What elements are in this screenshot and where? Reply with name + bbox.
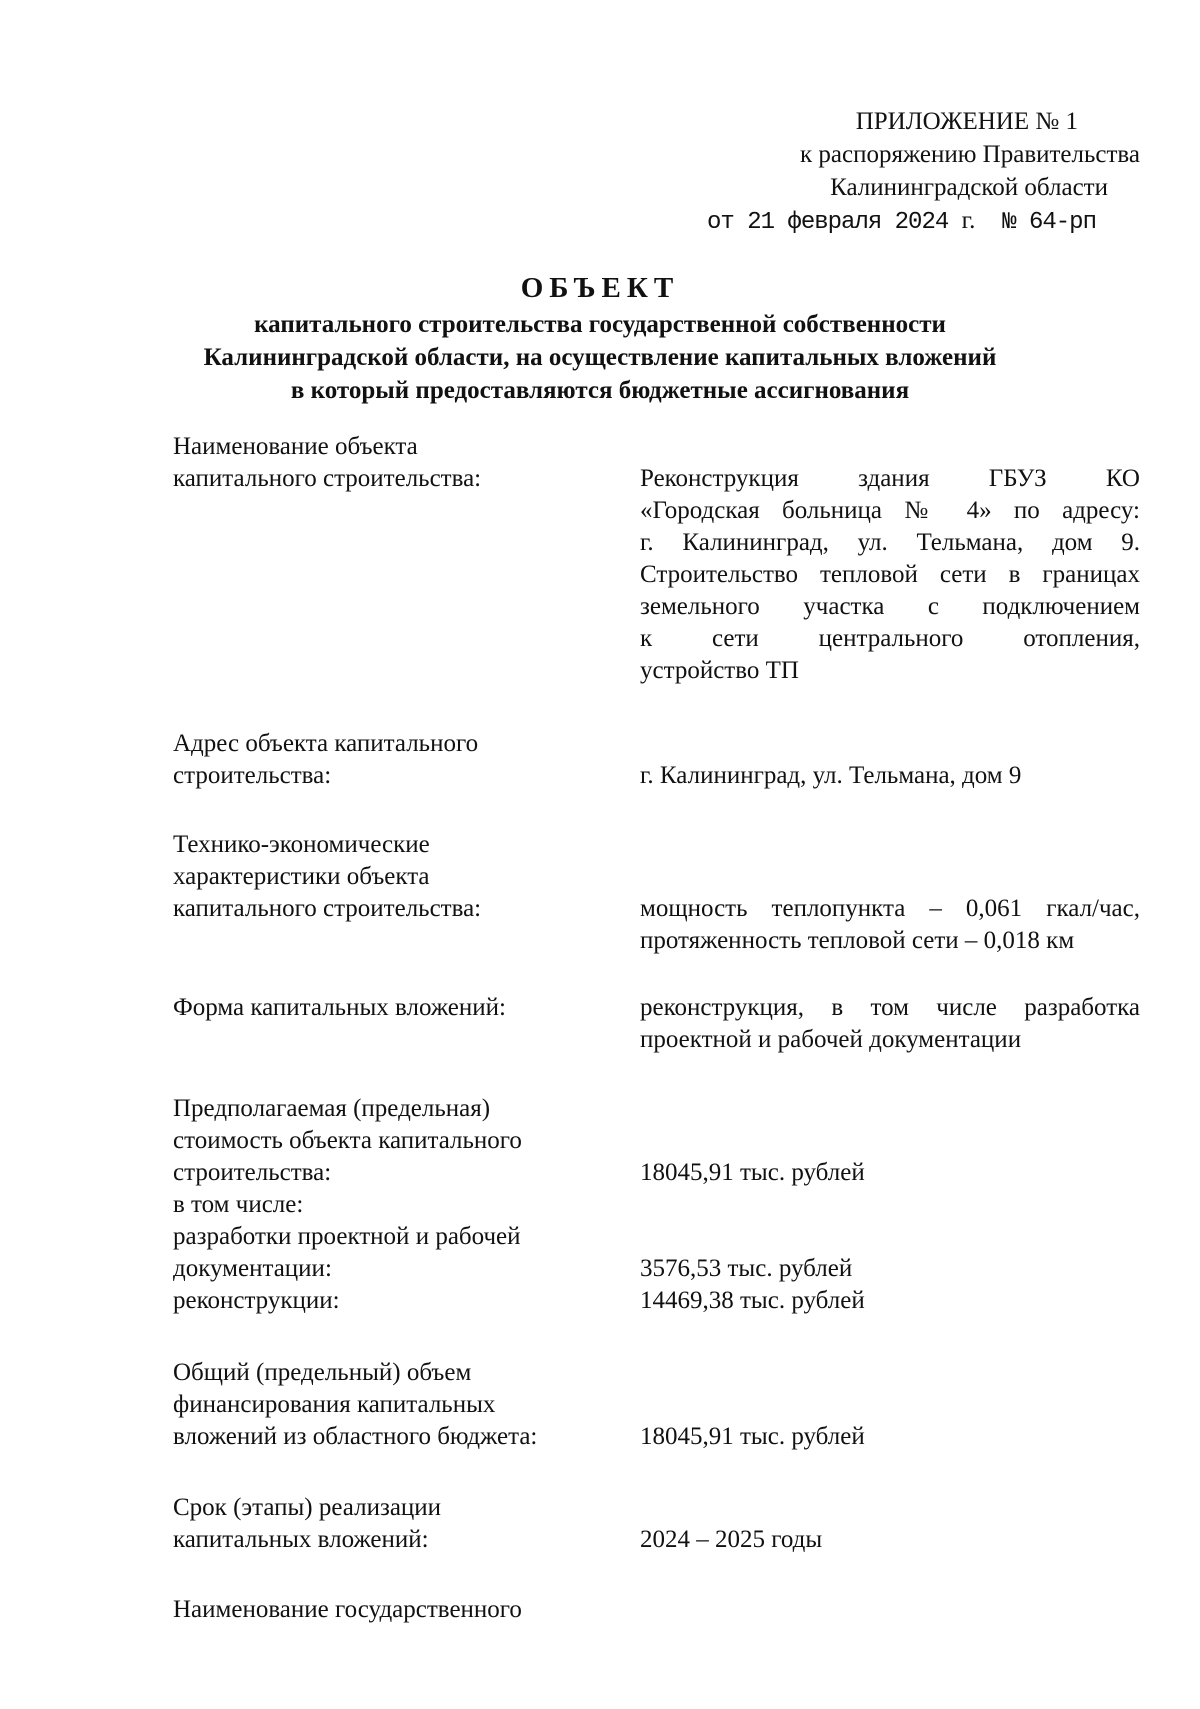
appendix-region: Калининградской области (830, 174, 1108, 201)
field-label: Наименование объекта капитального строительства: (173, 433, 482, 492)
value-line: г. Калининград, ул. Тельмана, дом 9 (640, 762, 1022, 789)
field-label: Общий (предельный) объем финансирования капитальных вложений из областного бюджета: (173, 1359, 538, 1450)
field-value (640, 760, 1140, 792)
field-label: Технико-экономические характеристики объекта капитального строительства: (173, 831, 482, 922)
title-line-2: Калининградской области, на осуществление капитальных вложений (203, 344, 997, 371)
field-label: Наименование государственного (173, 1596, 522, 1623)
field-value (640, 992, 1140, 1056)
title-line-3: в который предоставляются бюджетные ассигнования (290, 377, 910, 404)
field-value (640, 893, 1140, 957)
order-number: № 64-рп (1002, 209, 1096, 236)
title-line-1: капитального строительства государственной собственности (254, 311, 946, 338)
title-main: ОБЪЕКТ (520, 272, 680, 304)
value-line: Реконструкция здания ГБУЗ КО (640, 465, 1140, 492)
cost-total: 18045,91 тыс. рублей (640, 1159, 865, 1186)
value-line: устройство ТП (640, 657, 799, 684)
date-value: 21 февраля 2024 (747, 209, 949, 236)
value-line: мощность теплопункта – 0,061 гкал/час, (640, 895, 1140, 922)
appendix-date-number (620, 204, 1140, 239)
field-value (640, 463, 1140, 687)
value-line: протяженность тепловой сети – 0,018 км (640, 927, 1075, 954)
field-value: 18045,91 тыс. рублей (640, 1423, 865, 1450)
date-prefix: от (707, 209, 734, 236)
field-label: Адрес объекта капитального строительства: (173, 730, 479, 789)
appendix-ref: к распоряжению Правительства (799, 141, 1140, 168)
value-line: к сети центрального отопления, (640, 625, 1140, 652)
field-label: Форма капитальных вложений: (173, 994, 506, 1021)
value-line: проектной и рабочей документации (640, 1026, 1022, 1053)
year-suffix: г. (961, 207, 976, 234)
appendix-number: ПРИЛОЖЕНИЕ № 1 (855, 108, 1078, 135)
cost-design: 3576,53 тыс. рублей (640, 1255, 853, 1282)
field-value: 2024 – 2025 годы (640, 1526, 823, 1553)
field-label: Предполагаемая (предельная) стоимость объекта капитального строительства: в том числе: разработки проектной и рабочей документации: реконструкции: (173, 1095, 522, 1314)
cost-reconstruction: 14469,38 тыс. рублей (640, 1287, 865, 1314)
document-title (0, 268, 1200, 407)
field-label: Срок (этапы) реализации капитальных вложений: (173, 1494, 442, 1553)
value-line: реконструкция, в том числе разработка (640, 994, 1140, 1021)
value-line: Строительство тепловой сети в границах (640, 561, 1140, 588)
value-line: земельного участка с подключением (640, 593, 1140, 620)
value-line: «Городская больница № 4» по адресу: (640, 497, 1140, 524)
approval-stamp (620, 105, 1140, 239)
value-line: г. Калининград, ул. Тельмана, дом 9. (640, 529, 1140, 556)
